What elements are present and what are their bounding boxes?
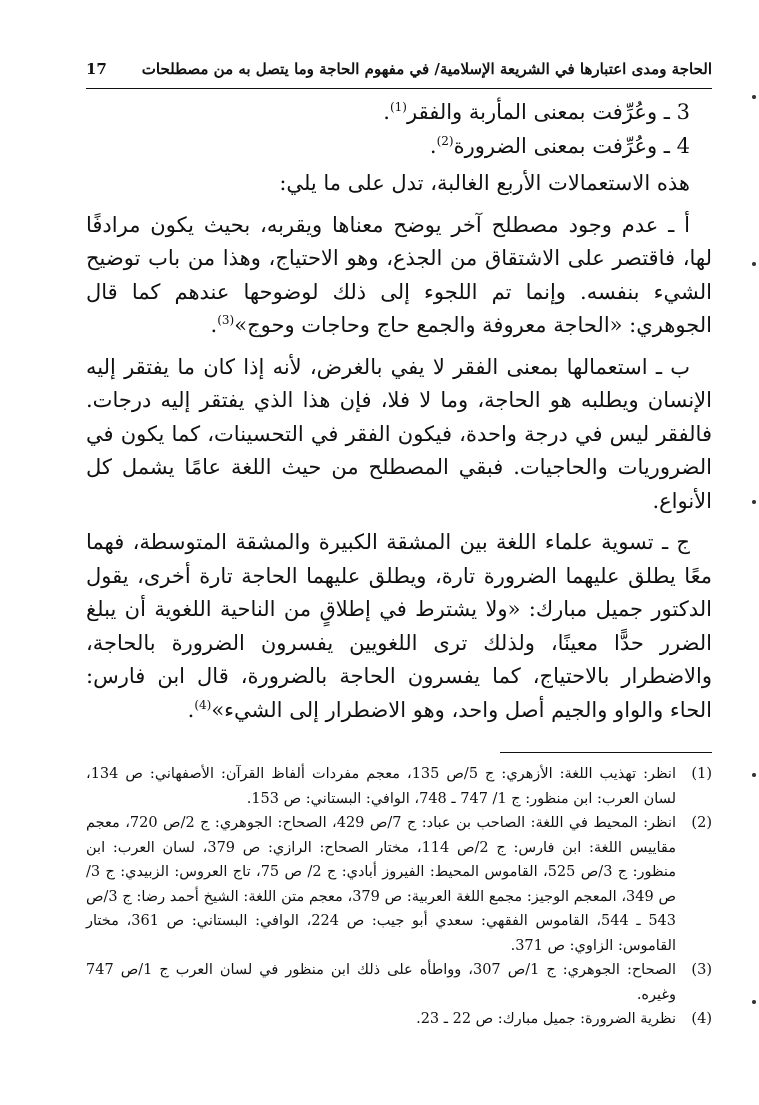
item-4: 4 ـ وعُرِّفت بمعنى الضرورة$^{(2)}$. [429,133,690,158]
footnote-ref-1[interactable]: (1) [389,100,407,114]
running-header-title: الحاجة ومدى اعتبارها في الشريعة الإسلامية/ في مفهوم الحاجة وما يتصل به من مصطلحات [141,60,712,78]
footnote-separator [500,752,712,753]
footnote-number: (4) [691,1011,712,1027]
footnote-number: (2) [691,815,712,831]
footnote-1 [86,762,712,811]
point-a-text: أ ـ عدم وجود مصطلح آخر يوضح معناها ويقربه، بحيث يكون مرادفًا لها، فاقتصر على الاشتقاق من الجذع، وهو الاحتياج، وهذا من باب توضيح الشيء بنفسه. وإنما تم اللجوء إلى ذلك لوضوحها عندهم كما قال الجوهري: «الحاجة معروفة والجمع حاج وحاجات وحوج» [86,212,712,337]
footnote-4 [86,1007,712,1032]
main-text [86,96,712,727]
footnote-ref-2[interactable]: (2) [436,133,454,148]
intro-paragraph: هذه الاستعمالات الأربع الغالبة، تدل على ما يلي: [279,171,690,195]
footnotes [86,762,712,1032]
scan-mark [752,1000,756,1004]
footnote-text: انظر: المحيط في اللغة: الصاحب بن عباد: ج 7/ص 429، الصحاح: الجوهري: ج 2/ص 720، معجم مقاييس اللغة: ابن فارس: ج 2/ص 114، مختار الصحاح: الرازي: ص 379، لسان العرب: ابن منظور: ج 3/ص 525، القاموس المحيط: الفيروز أبادي: ج 2/ ص 75، تاج العروس: الزبيدي: ج 3/ص 349، المعجم الوجيز: مجمع اللغة العربية: ص 379، معجم متن اللغة: الشيخ أحمد رضا: ج 3/ص 543 ـ 544، القاموس الفقهي: سعدي أبو جيب: ص 224، الوافي: البستاني: ص 361، مختار القاموس: الزاوي: ص 371. [86,815,677,954]
scan-mark [752,773,756,777]
item-3: 3 ـ وعُرِّفت بمعنى المأربة والفقر$^{(1)}$. [383,100,690,124]
footnote-2 [86,811,712,958]
footnote-text: انظر: تهذيب اللغة: الأزهري: ج 5/ص 135، معجم مفردات ألفاظ القرآن: الأصفهاني: ص 134، لسان العرب: ابن منظور: ج 1/ 747 ـ 748، الوافي: البستاني: ص 153. [86,766,676,807]
footnote-3 [86,958,712,1007]
footnote-text: الصحاح: الجوهري: ج 1/ص 307، وواطأه على ذلك ابن منظور في لسان العرب ج 1/ص 747 وغيره. [86,962,676,1003]
header-rule [86,88,712,89]
footnote-text: نظرية الضرورة: جميل مبارك: ص 22 ـ 23. [416,1011,676,1027]
point-c-text: ج ـ تسوية علماء اللغة بين المشقة الكبيرة والمشقة المتوسطة، فهما معًا يطلق عليهما الضرورة تارة، ويطلق عليهما الحاجة تارة أخرى، يقول الدكتور جميل مبارك: «ولا يشترط في إطلاقٍ من الناحية اللغوية أن يبلغ الضرر حدًّا معينًا، ولذلك ترى اللغويين يفسرون الضرورة بالحاجة، والاضطرار بالاحتياج، كما يفسرون الحاجة بالضرورة، قال ابن فارس: الحاء والواو والجيم أصل واحد، وهو الاضطرار إلى الشيء» [86,530,712,722]
page-number: 17 [86,60,107,78]
scan-mark [752,262,756,266]
item-4-text: 4 ـ وعُرِّفت بمعنى الضرورة [453,133,690,158]
scan-mark [752,95,756,99]
scan-mark [752,500,756,504]
item-3-text: 3 ـ وعُرِّفت بمعنى المأربة والفقر [406,100,690,124]
point-c-paragraph: ج ـ تسوية علماء اللغة بين المشقة الكبيرة والمشقة المتوسطة، فهما معًا يطلق عليهما الضرورة تارة، ويطلق عليهما الحاجة تارة أخرى، يقول الدكتور جميل مبارك: «ولا يشترط في إطلاقٍ من الناحية اللغوية أن يبلغ الضرر حدًّا معينًا، ولذلك ترى اللغويين يفسرون الضرورة بالحاجة، والاضطرار بالاحتياج، كما يفسرون الحاجة بالضرورة، قال ابن فارس: الحاء والواو والجيم أصل واحد، وهو الاضطرار إلى الشيء»$^{(4)}$. [86,530,712,722]
footnote-ref-4[interactable]: (4) [194,697,212,712]
footnote-number: (1) [691,766,712,782]
footnote-ref-3[interactable]: (3) [217,313,235,327]
point-a-paragraph: أ ـ عدم وجود مصطلح آخر يوضح معناها ويقربه، بحيث يكون مرادفًا لها، فاقتصر على الاشتقاق من الجذع، وهو الاحتياج، وهذا من باب توضيح الشيء بنفسه. وإنما تم اللجوء إلى ذلك لوضوحها عندهم كما قال الجوهري: «الحاجة معروفة والجمع حاج وحاجات وحوج»$^{(3)}$. [86,212,712,337]
running-header [86,58,712,84]
footnote-number: (3) [691,962,712,978]
point-b-paragraph: ب ـ استعمالها بمعنى الفقر لا يفي بالغرض، لأنه إذا كان ما يفتقر إليه الإنسان ويطلبه هو الحاجة، وما لا فلا، فإن هذا الذي يفتقر إليه درجات. فالفقر ليس في درجة واحدة، فيكون الفقر في التحسينات، كما يكون في الضروريات والحاجيات. فبقي المصطلح من حيث اللغة عامًا يشمل كل الأنواع. [86,354,712,513]
